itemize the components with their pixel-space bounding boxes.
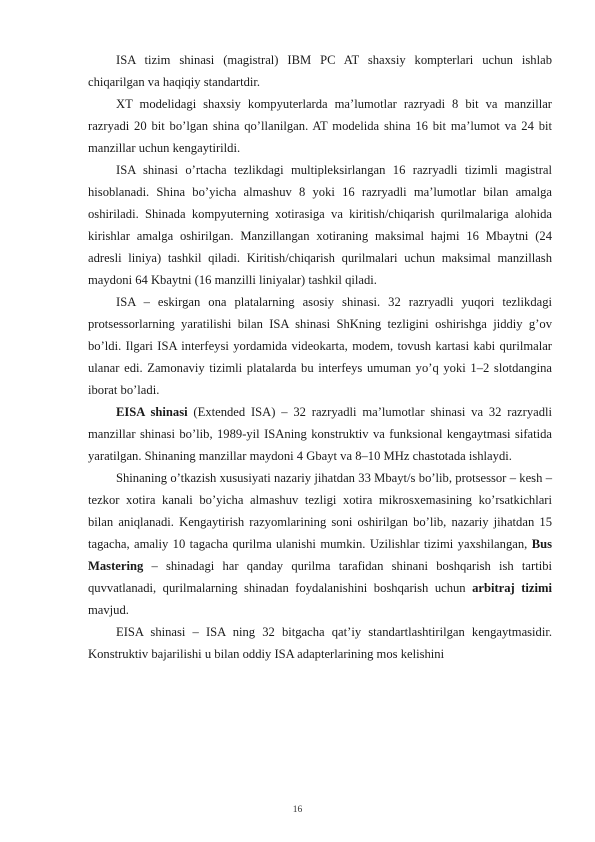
paragraph-isa-obsolete xyxy=(88,291,552,401)
text-segment: Shinaning o’tkazish xususiyati nazariy jihatdan 33 Mbayt/s bo’lib, protsessor – kesh – tezkor xotira kanali bo’yicha almashuv tezligi xotira mikrosxemasining ko’rsatkichlari bilan aniqlanadi. Kengaytirish razyomlarining soni oshirilgan bo’lib, nazariy jihatdan 15 tagacha, amaliy 10 tagacha qurilma ulanishi mumkin. Uzilishlar tizimi yaxshilangan, xyxy=(88,471,552,551)
paragraph-eisa-extension xyxy=(88,621,552,665)
paragraph-xt-model xyxy=(88,93,552,159)
paragraph-isa-multiplexed xyxy=(88,159,552,291)
term-bus-mastering: Bus Mastering xyxy=(88,537,552,573)
paragraph-eisa-definition xyxy=(88,401,552,467)
page-body xyxy=(88,49,552,665)
paragraph-isa-intro xyxy=(88,49,552,93)
text-segment: EISA shinasi – ISA ning 32 bitgacha qat’iy standartlashtirilgan kengaytmasidir. Konstruktiv bajarilishi u bilan oddiy ISA adapterlarining mos kelishini xyxy=(88,625,552,661)
page-number: 16 xyxy=(292,805,303,815)
text-segment: ISA – eskirgan ona platalarning asosiy shinasi. 32 razryadli yuqori tezlikdagi protsessorlarning yaratilishi bilan ISA shinasi ShKning tezligini oshirishga jiddiy g’ov bo’ldi. Ilgari ISA interfeysi yordamida videokarta, modem, tovush kartasi kabi qurilmalar ulanar edi. Zamonaviy tizimli platalarda bu interfeys umuman yo’q yoki 1–2 slotdangina iborat bo’ladi. xyxy=(88,295,552,397)
text-segment: – shinadagi har qanday qurilma tarafidan shinani boshqarish ish tartibi quvvatlanadi, qurilmalarning shinadan foydalanishini boshqarish uchun xyxy=(88,559,552,595)
term-eisa-shinasi: EISA shinasi xyxy=(116,405,188,419)
text-segment: (Extended ISA) – 32 razryadli ma’lumotlar shinasi va 32 razryadli manzillar shinasi bo’lib, 1989-yil ISAning konstruktiv va funksional kengaytmasi sifatida yaratilgan. Shinaning manzillar maydoni 4 Gbayt va 8–10 MHz chastotada ishlaydi. xyxy=(88,405,552,463)
paragraph-eisa-throughput xyxy=(88,467,552,621)
term-arbitraj-tizimi: arbitraj tizimi xyxy=(472,581,552,595)
text-segment: XT modelidagi shaxsiy kompyuterlarda ma’lumotlar razryadi 8 bit va manzillar razryadi 20 bit bo’lgan shina qo’llanilgan. AT modelida shina 16 bit ma’lumot va 24 bit manzillar uchun kengaytirildi. xyxy=(88,97,552,155)
text-segment: mavjud. xyxy=(88,603,129,617)
text-segment: ISA shinasi o’rtacha tezlikdagi multipleksirlangan 16 razryadli tizimli magistral hisoblanadi. Shina bo’yicha almashuv 8 yoki 16 razryadli ma’lumotlar bilan amalga oshiriladi. Shinada kompyuterning xotirasiga va kiritish/chiqarish qurilmalariga alohida kirishlar amalga oshirilgan. Manzillangan xotiraning maksimal hajmi 16 Mbaytni (24 adresli liniya) tashkil qiladi. Kiritish/chiqarish qurilmalari uchun maksimal manzillash maydoni 64 Kbaytni (16 manzilli liniyalar) tashkil qiladi. xyxy=(88,163,552,287)
text-segment: ISA tizim shinasi (magistral) IBM PC AT shaxsiy kompterlari uchun ishlab chiqarilgan va haqiqiy standartdir. xyxy=(88,53,552,89)
